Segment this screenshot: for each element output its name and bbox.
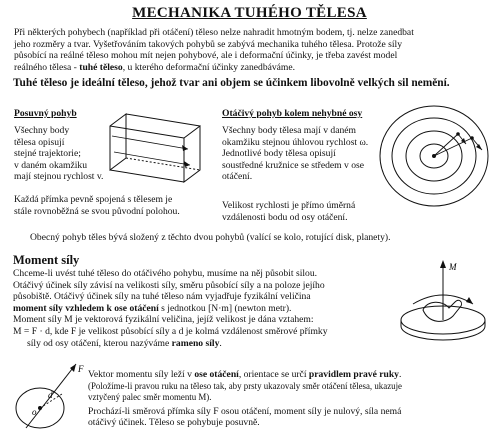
vector-line: Prochází-li směrová přímka síly F osou otáčení, moment síly je nulový, síla nemá bbox=[88, 405, 402, 417]
rotational-text bbox=[222, 125, 368, 183]
intro-line-3: působící na reálné těleso mohou mít nejen pohybové, ale i deformační účinky, je třeba zavést model bbox=[14, 50, 398, 62]
rigid-body-definition: Tuhé těleso je ideální těleso, jehož tvar ani objem se účinkem libovolně velkých sil nemění. bbox=[13, 77, 450, 89]
moment-heading: Moment síly bbox=[13, 253, 80, 267]
translational-note-line: Každá přímka pevně spojená s tělesem je bbox=[14, 194, 173, 205]
moment-line: Otáčivý účinek síly závisí na velikosti síly, směru působící síly a na poloze jejího bbox=[13, 279, 325, 291]
intro-line-1: Při některých pohybech (například při otáčení) těleso nelze nahradit hmotným bodem, tj. nelze zanedbat bbox=[14, 27, 414, 38]
rotational-line: okamžiku stejnou úhlovou rychlost ω. bbox=[222, 136, 369, 148]
translational-line: mají stejnou rychlost v. bbox=[14, 171, 104, 183]
moment-text bbox=[13, 268, 393, 349]
translational-note bbox=[14, 194, 180, 217]
translational-diagram bbox=[88, 106, 218, 196]
intro-paragraph bbox=[14, 27, 492, 73]
intro-line-4: reálného tělesa - tuhé těleso, u kterého deformační účinky zanedbáváme. bbox=[14, 61, 296, 73]
translational-line: stejné trajektorie; bbox=[14, 148, 81, 160]
general-motion: Obecný pohyb těles bývá složený z těchto dvou pohybů (valící se kolo, rotující disk, planety). bbox=[30, 232, 391, 243]
intro-line-2: jeho rozměry a tvar. Vyšetřováním takových pohybů se zabývá mechanika tuhého tělesa. Protože síly bbox=[14, 38, 402, 50]
vector-line: (Položíme-li pravou ruku na těleso tak, aby prsty ukazovaly směr otáčení tělesa, ukazuje bbox=[88, 380, 402, 391]
rotational-heading: Otáčivý pohyb kolem nehybné osy bbox=[222, 108, 363, 119]
moment-label-diagram: M bbox=[449, 262, 457, 272]
axis-label-o: o bbox=[32, 407, 37, 417]
translational-line: v daném okamžiku bbox=[14, 159, 87, 171]
force-label-f: F bbox=[78, 364, 84, 374]
rotational-note bbox=[222, 200, 355, 223]
rotational-line: Všechny body tělesa mají v daném bbox=[222, 125, 357, 136]
moment-line: moment síly vzhledem k ose otáčení s jednotkou [N·m] (newton metr). bbox=[13, 302, 292, 314]
translational-line: Všechny body bbox=[14, 125, 70, 136]
rotational-line: otáčení. bbox=[222, 171, 253, 183]
moment-line: M = F · d, kde F je velikost působící síly a d je kolmá vzdálenost směrové přímky bbox=[13, 325, 328, 337]
page-title: MECHANIKA TUHÉHO TĚLESA bbox=[132, 5, 367, 21]
rotational-diagram bbox=[372, 104, 492, 224]
moment-line: působiště. Otáčivý účinek síly na tuhé těleso nám vyjadřuje fyzikální veličina bbox=[13, 291, 311, 303]
right-hand-rule-diagram bbox=[393, 258, 493, 348]
distance-label-d: d bbox=[48, 390, 53, 400]
translational-heading: Posuvný pohyb bbox=[14, 108, 77, 119]
moment-line: Chceme-li uvést tuhé těleso do otáčivého pohybu, musíme na něj působit silou. bbox=[13, 268, 318, 279]
rotational-line: Jednotlivé body tělesa opisují bbox=[222, 148, 336, 160]
rotational-line: soustředné kružnice se středem v ose bbox=[222, 159, 364, 171]
vector-line: vztyčený palec směr momentu M). bbox=[88, 392, 212, 403]
force-vector-diagram bbox=[6, 358, 84, 438]
rotational-note-line: vzdálenosti bodu od osy otáčení. bbox=[222, 211, 348, 223]
translational-note-line: stále rovnoběžná se svou původní polohou. bbox=[14, 205, 180, 217]
moment-line: Moment síly M je vektorová fyzikální veličina, jejíž velikost je dána vztahem: bbox=[13, 314, 314, 326]
vector-line: Vektor momentu síly leží v ose otáčení, orientace se určí pravidlem pravé ruky. bbox=[88, 369, 402, 380]
vector-line: otáčivý účinek. Těleso se pohybuje posuvně. bbox=[88, 417, 260, 429]
moment-line: síly od osy otáčení, kterou nazýváme rameno síly. bbox=[27, 337, 222, 349]
rotational-note-line: Velikost rychlosti je přímo úměrná bbox=[222, 200, 356, 211]
translational-line: tělesa opisují bbox=[14, 136, 65, 148]
moment-vector-text bbox=[88, 369, 493, 429]
